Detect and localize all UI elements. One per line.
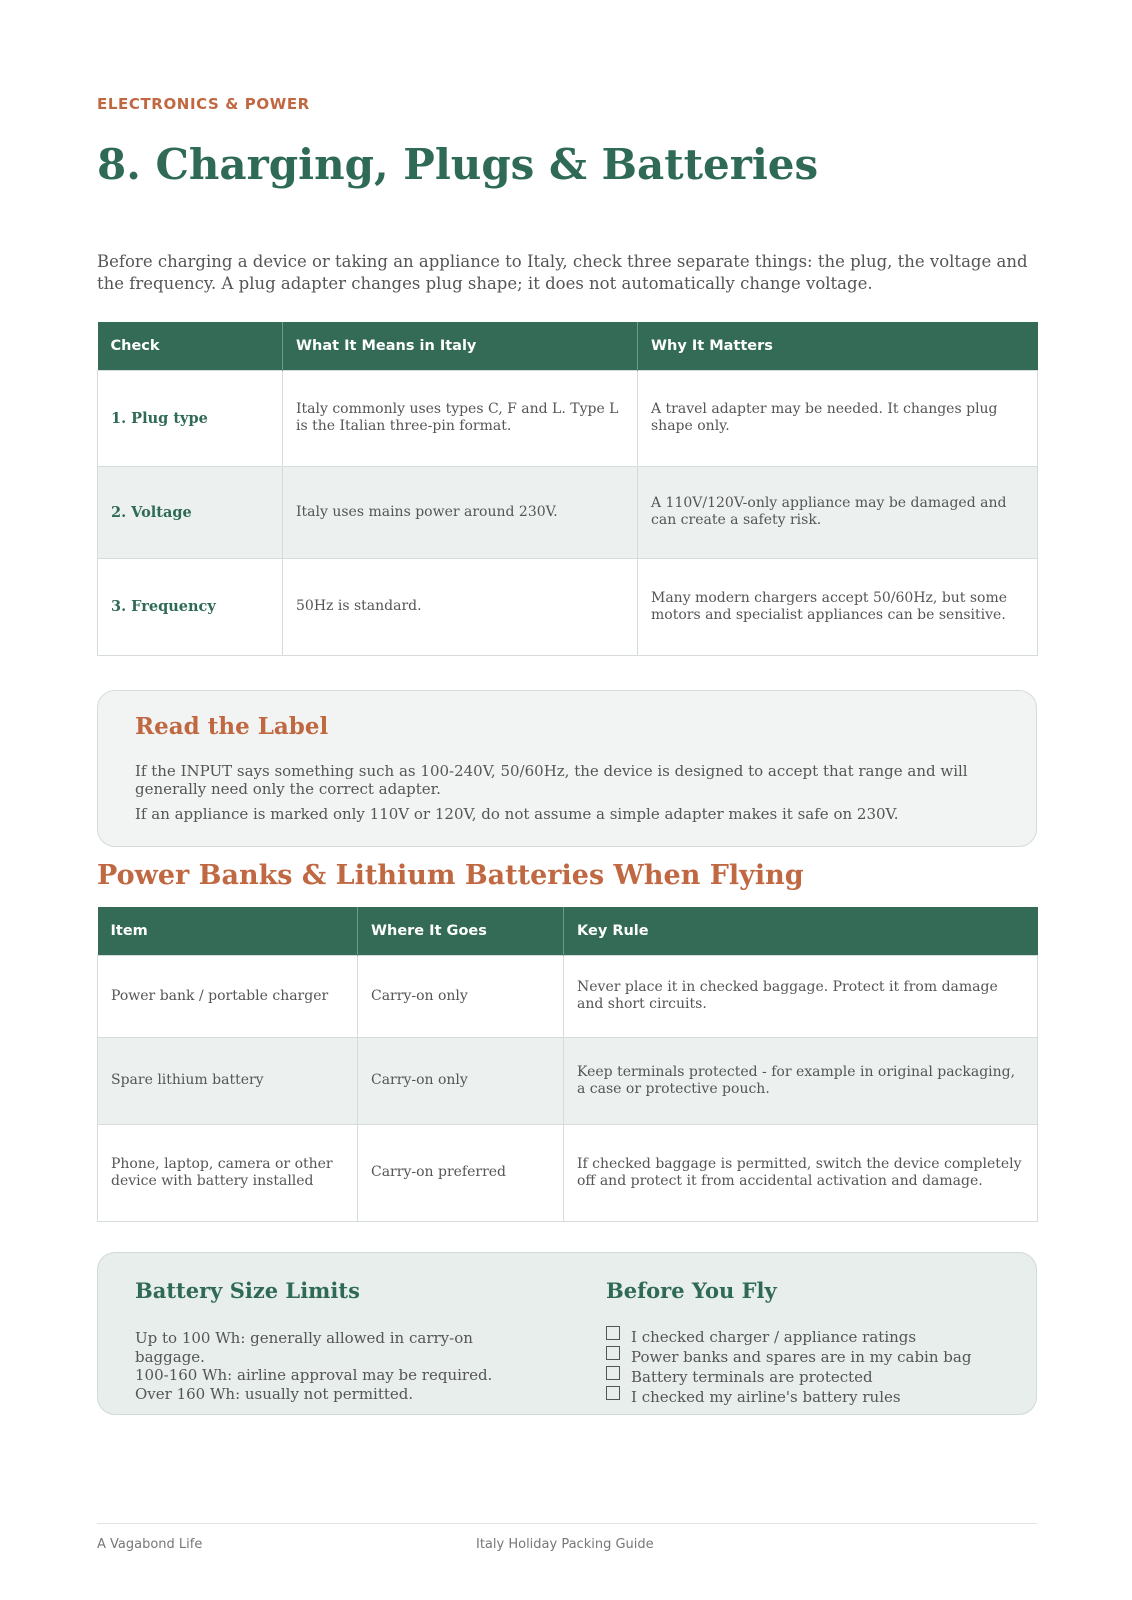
checkbox[interactable] <box>606 1386 620 1400</box>
table-header-row <box>98 322 1038 370</box>
table-cell: Carry-on only <box>358 955 564 1037</box>
table-cell: Keep terminals protected - for example in original packaging, a case or protective pouch. <box>564 1037 1038 1124</box>
before-you-fly-title: Before You Fly <box>606 1278 777 1303</box>
table-cell: Power bank / portable charger <box>98 955 358 1037</box>
table-cell: Italy uses mains power around 230V. <box>283 466 638 558</box>
read-the-label-callout <box>97 690 1037 847</box>
table-row <box>98 955 1038 1037</box>
table-cell: Italy commonly uses types C, F and L. Type L is the Italian three-pin format. <box>283 370 638 466</box>
table-row <box>98 1124 1038 1221</box>
batteries-table <box>97 907 1038 1222</box>
checkbox[interactable] <box>606 1346 620 1360</box>
table-cell: Carry-on preferred <box>358 1124 564 1221</box>
table-row <box>98 466 1038 558</box>
column-header: Key Rule <box>564 907 1038 955</box>
checklist-item <box>606 1347 971 1367</box>
section-eyebrow: ELECTRONICS & POWER <box>97 95 310 113</box>
checklist-item <box>606 1367 971 1387</box>
table-row <box>98 370 1038 466</box>
page-title: 8. Charging, Plugs & Batteries <box>97 140 819 189</box>
table-row <box>98 1037 1038 1124</box>
table-header-row <box>98 907 1038 955</box>
table-cell: Carry-on only <box>358 1037 564 1124</box>
checklist-item-label: I checked charger / appliance ratings <box>631 1328 917 1346</box>
before-you-fly-checklist <box>606 1327 971 1407</box>
footer-brand: A Vagabond Life <box>97 1537 203 1552</box>
check-name: 3. Frequency <box>98 558 283 655</box>
checkbox[interactable] <box>606 1326 620 1340</box>
footer-divider <box>97 1523 1037 1524</box>
checklist-item-label: Battery terminals are protected <box>631 1368 873 1386</box>
check-name: 2. Voltage <box>98 466 283 558</box>
callout-paragraph: If the INPUT says something such as 100-240V, 50/60Hz, the device is designed to accept that range and will generally need only the correct adapter. <box>135 762 968 798</box>
battery-info-panel <box>97 1252 1037 1415</box>
intro-paragraph: Before charging a device or taking an appliance to Italy, check three separate things: the plug, the voltage and the frequency. A plug adapter changes plug shape; it does not automatically change voltage. <box>97 252 1028 293</box>
checklist-item <box>606 1327 971 1347</box>
table-cell: A 110V/120V-only appliance may be damaged and can create a safety risk. <box>638 466 1038 558</box>
limit-line: 100-160 Wh: airline approval may be required. <box>135 1366 493 1384</box>
table-cell: Phone, laptop, camera or other device with battery installed <box>98 1124 358 1221</box>
checklist-item <box>606 1387 971 1407</box>
limit-line: Over 160 Wh: usually not permitted. <box>135 1384 414 1403</box>
battery-limits-list <box>135 1329 505 1403</box>
column-header: Item <box>98 907 358 955</box>
column-header: What It Means in Italy <box>283 322 638 370</box>
table-cell: Spare lithium battery <box>98 1037 358 1124</box>
callout-paragraph: If an appliance is marked only 110V or 120V, do not assume a simple adapter makes it safe on 230V. <box>135 805 899 823</box>
table-cell: Many modern chargers accept 50/60Hz, but some motors and specialist appliances can be sensitive. <box>638 558 1038 655</box>
checklist-item-label: I checked my airline's battery rules <box>631 1388 901 1406</box>
limit-line: Up to 100 Wh: generally allowed in carry-on baggage. <box>135 1329 473 1366</box>
table-cell: A travel adapter may be needed. It changes plug shape only. <box>638 370 1038 466</box>
table-row <box>98 558 1038 655</box>
checkbox[interactable] <box>606 1366 620 1380</box>
table-cell: Never place it in checked baggage. Protect it from damage and short circuits. <box>564 955 1038 1037</box>
footer-guide-title: Italy Holiday Packing Guide <box>476 1537 654 1552</box>
column-header: Why It Matters <box>638 322 1038 370</box>
column-header: Where It Goes <box>358 907 564 955</box>
callout-title: Read the Label <box>135 713 329 740</box>
battery-limits-title: Battery Size Limits <box>135 1278 360 1303</box>
column-header: Check <box>98 322 283 370</box>
check-name: 1. Plug type <box>98 370 283 466</box>
table-cell: If checked baggage is permitted, switch the device completely off and protect it from accidental activation and damage. <box>564 1124 1038 1221</box>
section-title: Power Banks & Lithium Batteries When Flying <box>97 860 804 891</box>
checklist-item-label: Power banks and spares are in my cabin bag <box>631 1348 972 1366</box>
table-cell: 50Hz is standard. <box>283 558 638 655</box>
checks-table <box>97 322 1038 656</box>
